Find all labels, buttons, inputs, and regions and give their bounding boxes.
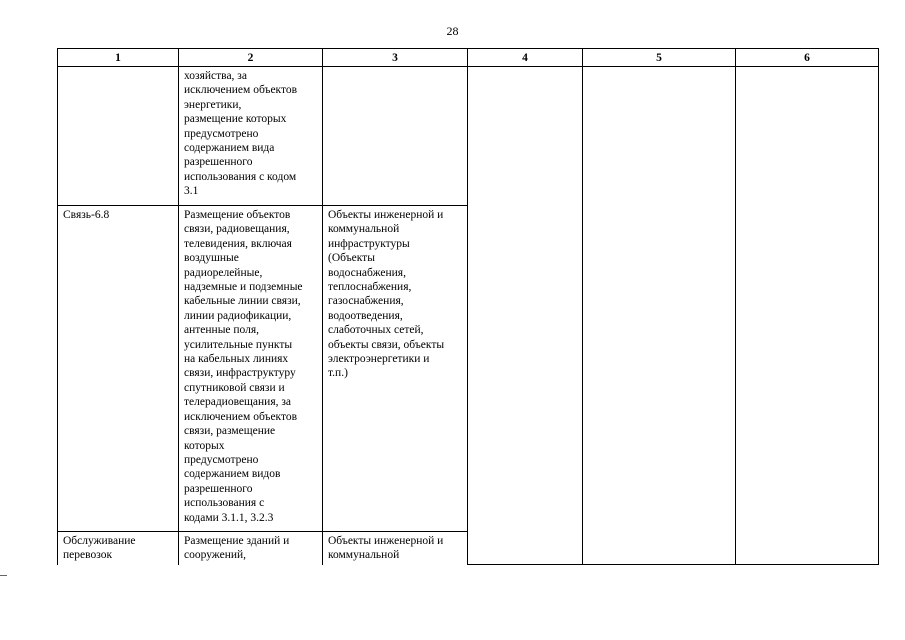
table-header-row [58,49,879,67]
margin-mark [0,575,7,576]
cell-column-5 [583,67,736,565]
cell-column-4 [468,67,583,565]
cell-objects [323,206,468,532]
regulations-table [57,48,879,565]
cell-land-use-type [58,206,179,532]
column-header-1: 1 [58,49,179,67]
cell-text: Связь-6.8 [63,209,110,221]
cell-description [179,532,323,565]
column-header-5: 5 [583,49,736,67]
table-row [58,67,879,206]
column-header-6: 6 [736,49,879,67]
cell-column-6 [736,67,879,565]
cell-text: Обслуживание перевозок [63,535,136,562]
cell-text: Размещение объектов связи, радиовещания, телевидения, включая воздушные радиорелейные, надземные и подземные кабельные линии связи, линии радиофикации, антенные поля, усилительные пункты на кабельных линиях связи, инфраструктуру спутниковой связи и телерадиовещания, за исключением объектов связи, размещение которых предусмотрено содержанием видов разрешенного использования с кодами 3.1.1, 3.2.3 [184,209,303,524]
cell-text: Размещение зданий и сооружений, [184,535,290,562]
cell-land-use-type [58,532,179,565]
column-header-4: 4 [468,49,583,67]
column-header-3: 3 [323,49,468,67]
cell-objects [323,67,468,206]
cell-text: Объекты инженерной и коммунальной [328,535,444,562]
cell-description [179,206,323,532]
cell-objects [323,532,468,565]
cell-description [179,67,323,206]
cell-text: Объекты инженерной и коммунальной инфраструктуры (Объекты водоснабжения, теплоснабжения, газоснабжения, водоотведения, слаботочных сетей, объекты связи, объекты электроэнергетики и т.п.) [328,209,445,380]
cell-text: хозяйства, за исключением объектов энергетики, размещение которых предусмотрено содержанием вида разрешенного использования с кодом 3.1 [184,70,298,198]
column-header-2: 2 [179,49,323,67]
page-number: 28 [446,24,459,38]
cell-land-use-type [58,67,179,206]
